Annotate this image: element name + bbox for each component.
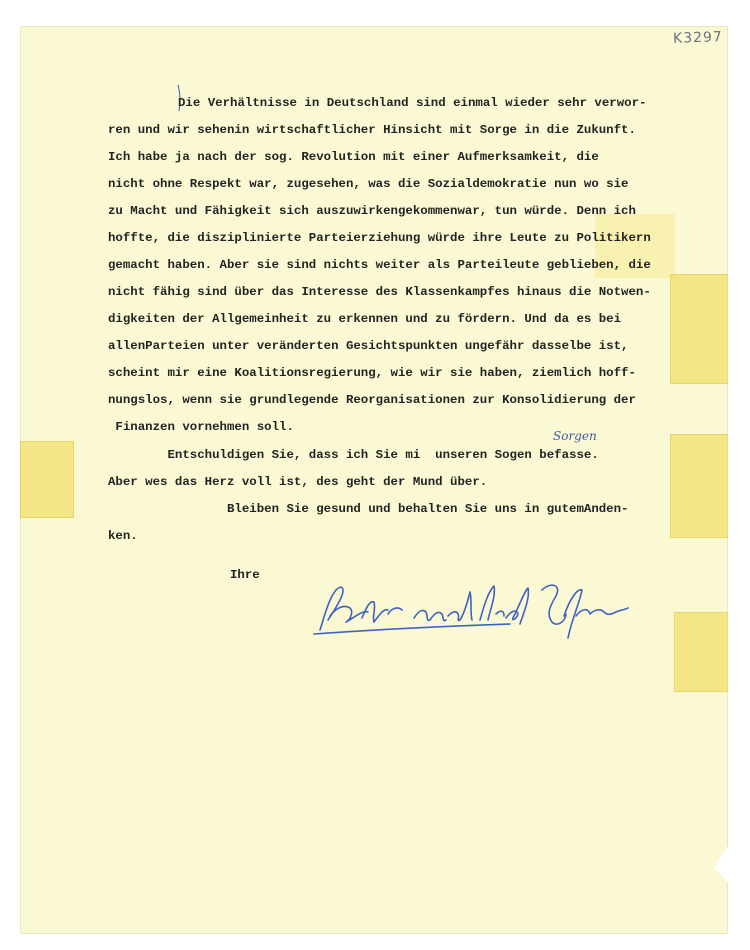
body-line: ken. [108,529,138,543]
tape-strip-left [20,441,74,518]
body-line: Aber wes das Herz voll ist, des geht der Mund über. [108,475,488,489]
body-line: nungslos, wenn sie grundlegende Reorganisationen zur Konsolidierung der [108,393,636,407]
archive-number: K3297 [672,29,724,47]
tape-strip-right-bottom [674,612,728,692]
closing: Ihre [230,568,260,582]
signature [310,578,630,648]
body-line: nicht fähig sind über das Interesse des Klassenkampfes hinaus die Notwen- [108,285,651,299]
handwritten-correction: Sorgen [553,429,597,443]
body-line: nicht ohne Respekt war, zugesehen, was die Sozialdemokratie nun wo sie [108,177,629,191]
body-line: scheint mir eine Koalitionsregierung, wie wir sie haben, ziemlich hoff- [108,366,636,380]
body-line: Ich habe ja nach der sog. Revolution mit einer Aufmerksamkeit, die [108,150,599,164]
torn-edge [714,846,728,882]
tape-strip-right-top [670,274,728,384]
body-line: digkeiten der Allgemeinheit zu erkennen und zu fördern. Und da es bei [108,312,622,326]
letter-page [20,26,728,934]
body-line: zu Macht und Fähigkeit sich auszuwirkengekommenwar, tun würde. Denn ich [108,204,636,218]
body-line: ren und wir sehenin wirtschaftlicher Hinsicht mit Sorge in die Zukunft. [108,123,636,137]
body-line: Die Verhältnisse in Deutschland sind einmal wieder sehr verwor- [178,96,647,110]
body-line: Bleiben Sie gesund und behalten Sie uns in gutemAnden- [108,502,629,516]
tape-strip-right-middle [670,434,728,538]
body-line: Entschuldigen Sie, dass ich Sie mi unseren Sogen befasse. [108,448,599,462]
body-line: hoffte, die disziplinierte Parteierziehung würde ihre Leute zu Politikern [108,231,651,245]
body-line: allenParteien unter veränderten Gesichtspunkten ungefähr dasselbe ist, [108,339,629,353]
body-line: Finanzen vornehmen soll. [108,420,294,434]
body-line: gemacht haben. Aber sie sind nichts weiter als Parteileute geblieben, die [108,258,651,272]
